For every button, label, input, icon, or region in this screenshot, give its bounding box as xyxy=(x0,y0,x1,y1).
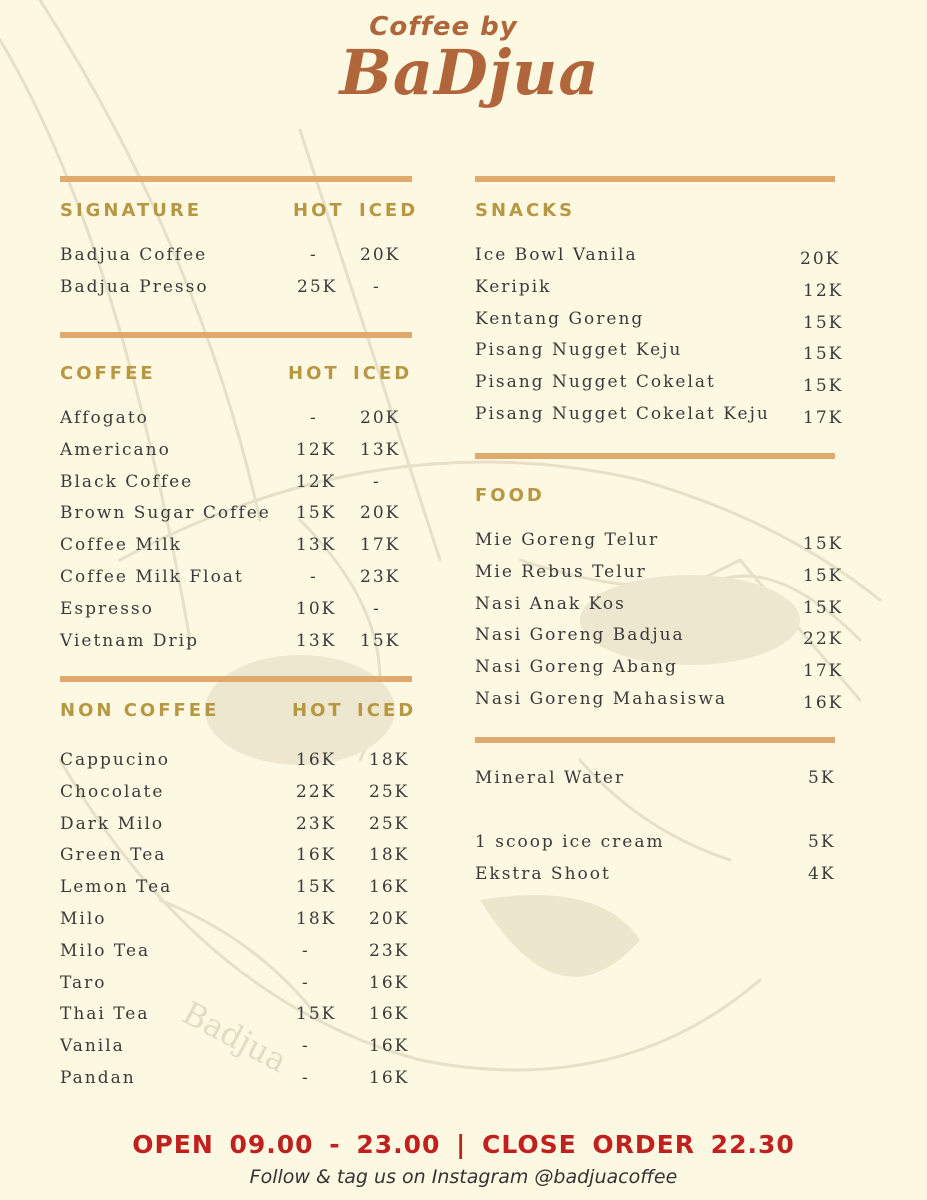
item-name: Affogato xyxy=(60,408,149,428)
item-hot-price: - xyxy=(302,1036,310,1057)
watermark-text: Badjua xyxy=(176,993,294,1080)
item-iced-price: 23K xyxy=(360,566,401,587)
item-hot-price: - xyxy=(302,972,310,993)
item-hot-price: 13K xyxy=(296,535,337,556)
item-iced-price: 18K xyxy=(369,750,410,770)
item-hot-price: 15K xyxy=(296,1004,337,1025)
item-name: Pisang Nugget Cokelat Keju xyxy=(475,403,770,424)
item-iced-price: 15K xyxy=(360,630,401,651)
coffee-heading: COFFEE xyxy=(60,363,156,384)
item-hot-price: 12K xyxy=(296,471,337,492)
item-price: 12K xyxy=(803,280,844,301)
item-hot-price: 16K xyxy=(296,845,337,866)
item-price: 15K xyxy=(803,565,844,586)
item-hot-price: 10K xyxy=(296,598,337,619)
item-name: Nasi Anak Kos xyxy=(475,593,626,614)
item-name: Coffee Milk xyxy=(60,535,182,556)
item-name: Brown Sugar Coffee xyxy=(60,503,271,524)
snacks-divider xyxy=(475,176,835,182)
item-price: 17K xyxy=(803,407,844,428)
brand-tagline: Coffee by xyxy=(369,12,518,42)
item-hot-price: 22K xyxy=(296,781,337,802)
item-name: Pisang Nugget Keju xyxy=(475,340,683,361)
item-iced-price: 16K xyxy=(369,877,410,898)
item-name: Mineral Water xyxy=(475,768,626,788)
item-price: 15K xyxy=(803,597,844,618)
item-price: 15K xyxy=(803,534,844,554)
item-name: Nasi Goreng Mahasiswa xyxy=(475,688,728,709)
item-name: 1 scoop ice cream xyxy=(475,832,665,852)
item-hot-price: 15K xyxy=(296,503,337,524)
item-name: Green Tea xyxy=(60,845,167,866)
item-hot-price: 12K xyxy=(296,439,337,460)
brand-name: BaDjua xyxy=(339,36,600,109)
coffee-divider xyxy=(60,332,412,338)
item-name: Chocolate xyxy=(60,781,165,802)
item-name: Pandan xyxy=(60,1067,136,1088)
item-price: 20K xyxy=(800,249,841,269)
item-iced-price: 16K xyxy=(369,972,410,993)
item-name: Pisang Nugget Cokelat xyxy=(475,372,716,393)
item-name: Americano xyxy=(60,439,171,460)
item-iced-price: 17K xyxy=(360,535,401,556)
item-iced-price: 18K xyxy=(369,845,410,866)
item-name: Cappucino xyxy=(60,750,170,770)
food-heading: FOOD xyxy=(475,485,545,506)
item-name: Milo Tea xyxy=(60,940,151,961)
item-name: Thai Tea xyxy=(60,1004,150,1025)
item-price: 15K xyxy=(803,344,844,365)
item-name: Keripik xyxy=(475,276,552,297)
item-name: Lemon Tea xyxy=(60,877,173,898)
item-hot-price: 15K xyxy=(296,877,337,898)
item-name: Milo xyxy=(60,908,107,929)
item-iced-price: - xyxy=(373,276,381,297)
item-price: 22K xyxy=(803,629,844,650)
item-hot-price: 13K xyxy=(296,630,337,651)
item-name: Mie Goreng Telur xyxy=(475,530,660,550)
item-name: Nasi Goreng Abang xyxy=(475,657,678,678)
signature-heading: SIGNATURE xyxy=(60,200,203,221)
opening-hours: OPEN 09.00 - 23.00 | CLOSE ORDER 22.30 xyxy=(132,1130,795,1159)
item-name: Ice Bowl Vanila xyxy=(475,245,638,265)
item-name: Kentang Goreng xyxy=(475,308,645,329)
brand-logo xyxy=(0,12,927,109)
item-iced-price: 16K xyxy=(369,1036,410,1057)
item-hot-price: 16K xyxy=(296,750,337,770)
item-iced-price: 20K xyxy=(360,408,401,428)
item-iced-price: 20K xyxy=(360,245,401,265)
item-price: 17K xyxy=(803,661,844,682)
item-iced-price: 20K xyxy=(360,503,401,524)
item-iced-price: 16K xyxy=(369,1004,410,1025)
coffee-iced-header: ICED xyxy=(353,363,413,384)
item-name: Vanila xyxy=(60,1036,125,1057)
others-divider xyxy=(475,737,835,743)
item-hot-price: - xyxy=(302,940,310,961)
item-name: Nasi Goreng Badjua xyxy=(475,625,685,646)
item-iced-price: - xyxy=(373,598,381,619)
item-name: Vietnam Drip xyxy=(60,630,199,651)
non-coffee-hot-header: HOT xyxy=(292,700,344,721)
food-divider xyxy=(475,453,835,459)
item-price: 5K xyxy=(808,832,836,852)
item-name: Taro xyxy=(60,972,107,993)
non-coffee-heading: NON COFFEE xyxy=(60,700,220,721)
item-price: 15K xyxy=(803,312,844,333)
item-price: 4K xyxy=(808,863,836,884)
item-hot-price: - xyxy=(310,566,318,587)
non-coffee-iced-header: ICED xyxy=(357,700,417,721)
signature-divider xyxy=(60,176,412,182)
item-name: Mie Rebus Telur xyxy=(475,561,647,582)
item-iced-price: 20K xyxy=(369,908,410,929)
item-hot-price: 23K xyxy=(296,813,337,834)
item-iced-price: 25K xyxy=(369,781,410,802)
item-price: 16K xyxy=(803,692,844,713)
item-name: Black Coffee xyxy=(60,471,194,492)
item-name: Espresso xyxy=(60,598,154,619)
item-name: Coffee Milk Float xyxy=(60,566,244,587)
item-hot-price: - xyxy=(310,408,318,428)
coffee-hot-header: HOT xyxy=(288,363,340,384)
item-price: 5K xyxy=(808,768,836,788)
item-iced-price: 16K xyxy=(369,1067,410,1088)
item-name: Badjua Coffee xyxy=(60,245,208,265)
item-name: Badjua Presso xyxy=(60,276,209,297)
non-coffee-divider xyxy=(60,676,412,682)
item-iced-price: 23K xyxy=(369,940,410,961)
snacks-heading: SNACKS xyxy=(475,200,576,221)
item-hot-price: - xyxy=(310,245,318,265)
item-name: Ekstra Shoot xyxy=(475,863,611,884)
item-iced-price: 13K xyxy=(360,439,401,460)
item-name: Dark Milo xyxy=(60,813,165,834)
item-price: 15K xyxy=(803,376,844,397)
signature-hot-header: HOT xyxy=(293,200,345,221)
item-hot-price: 25K xyxy=(297,276,338,297)
instagram-note: Follow & tag us on Instagram @badjuacoffee xyxy=(249,1166,678,1188)
item-iced-price: - xyxy=(373,471,381,492)
item-hot-price: - xyxy=(302,1067,310,1088)
item-hot-price: 18K xyxy=(296,908,337,929)
signature-iced-header: ICED xyxy=(359,200,419,221)
item-iced-price: 25K xyxy=(369,813,410,834)
